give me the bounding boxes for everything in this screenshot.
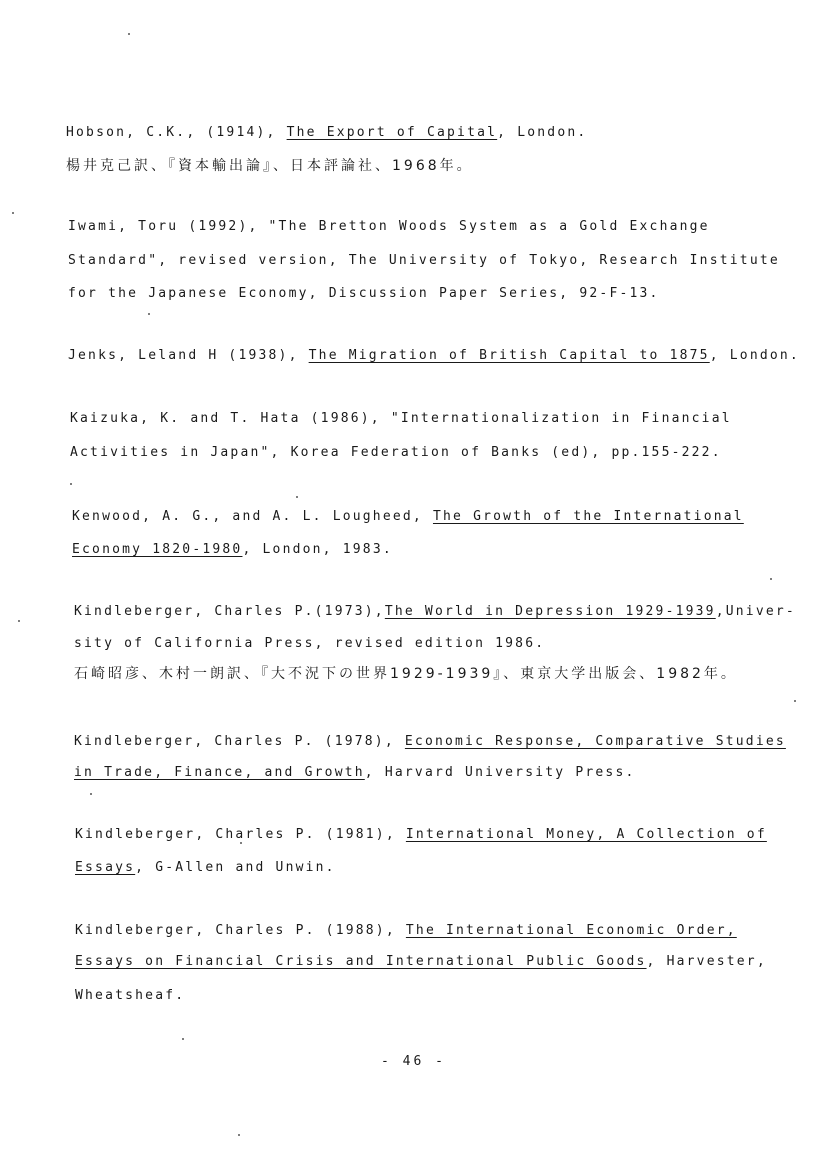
reference-line bbox=[75, 953, 767, 971]
reference-text: Activities in Japan", Korea Federation of Banks (ed), pp.155-222. bbox=[70, 445, 722, 460]
scan-speck bbox=[240, 842, 242, 844]
scan-speck bbox=[770, 578, 772, 580]
scan-speck bbox=[794, 700, 796, 702]
reference-line bbox=[74, 733, 786, 751]
reference-text: , London. bbox=[497, 125, 588, 140]
reference-line bbox=[68, 347, 800, 365]
reference-text: , Harvard University Press. bbox=[364, 765, 636, 780]
reference-line bbox=[74, 764, 636, 782]
page-number: - 46 - bbox=[381, 1054, 446, 1069]
reference-line bbox=[72, 541, 393, 559]
scan-speck bbox=[182, 1038, 184, 1040]
reference-line bbox=[75, 987, 185, 1005]
reference-line bbox=[70, 444, 722, 462]
reference-text: 楊井克己訳、『資本輸出論』、日本評論社、1968年。 bbox=[66, 158, 474, 174]
reference-title: The Export of Capital bbox=[286, 125, 498, 140]
scan-speck bbox=[90, 793, 92, 795]
reference-text: 石崎昭彦、木村一朗訳、『大不況下の世界1929-1939』、東京大学出版会、1982年。 bbox=[74, 666, 738, 682]
reference-line bbox=[74, 665, 738, 684]
reference-title: The Migration of British Capital to 1875 bbox=[308, 348, 710, 363]
reference-line bbox=[74, 603, 796, 621]
reference-text: Kindleberger, Charles P. (1981), bbox=[75, 827, 406, 842]
reference-text: Kindleberger, Charles P. (1988), bbox=[75, 923, 406, 938]
reference-title: Economy 1820-1980 bbox=[72, 542, 243, 557]
reference-text: Kindleberger, Charles P.(1973), bbox=[74, 604, 385, 619]
reference-title: Essays bbox=[75, 860, 136, 875]
reference-line bbox=[68, 218, 710, 236]
scan-speck bbox=[128, 33, 130, 35]
reference-line bbox=[75, 826, 767, 844]
reference-line bbox=[68, 252, 780, 270]
reference-line bbox=[75, 859, 336, 877]
scan-speck bbox=[296, 496, 298, 498]
reference-text: Standard", revised version, The University of Tokyo, Research Institute bbox=[68, 253, 780, 268]
reference-title: Essays on Financial Crisis and International Public Goods bbox=[75, 954, 647, 969]
reference-text: Jenks, Leland H (1938), bbox=[68, 348, 309, 363]
scan-speck bbox=[18, 620, 20, 622]
reference-text: Kaizuka, K. and T. Hata (1986), "Internationalization in Financial bbox=[70, 411, 732, 426]
reference-text: for the Japanese Economy, Discussion Paper Series, 92-F-13. bbox=[68, 286, 660, 301]
reference-text: Iwami, Toru (1992), "The Bretton Woods System as a Gold Exchange bbox=[68, 219, 710, 234]
scan-speck bbox=[148, 313, 150, 315]
reference-title: Economic Response, Comparative Studies bbox=[404, 734, 786, 749]
reference-text: , G-Allen and Unwin. bbox=[135, 860, 336, 875]
reference-text: , London, 1983. bbox=[242, 542, 393, 557]
reference-text: sity of California Press, revised edition 1986. bbox=[74, 636, 546, 651]
reference-line bbox=[68, 285, 660, 303]
reference-line bbox=[75, 922, 737, 940]
reference-line bbox=[70, 410, 732, 428]
scan-speck bbox=[12, 212, 14, 214]
reference-text: , Harvester, bbox=[646, 954, 767, 969]
reference-title: The Growth of the International bbox=[432, 509, 744, 524]
reference-text: Hobson, C.K., (1914), bbox=[66, 125, 287, 140]
reference-line bbox=[72, 508, 744, 526]
reference-text: Kenwood, A. G., and A. L. Lougheed, bbox=[72, 509, 433, 524]
scan-speck bbox=[70, 483, 72, 485]
scan-speck bbox=[238, 1134, 240, 1136]
reference-line bbox=[74, 635, 545, 653]
reference-text: Wheatsheaf. bbox=[75, 988, 186, 1003]
reference-text: ,Univer- bbox=[715, 604, 796, 619]
reference-line bbox=[66, 157, 474, 176]
reference-title: in Trade, Finance, and Growth bbox=[74, 765, 365, 780]
reference-title: International Money, A Collection of bbox=[405, 827, 767, 842]
reference-title: The International Economic Order, bbox=[405, 923, 737, 938]
reference-title: The World in Depression 1929-1939 bbox=[384, 604, 716, 619]
reference-text: , London. bbox=[709, 348, 800, 363]
reference-line bbox=[66, 124, 587, 142]
reference-text: Kindleberger, Charles P. (1978), bbox=[74, 734, 405, 749]
